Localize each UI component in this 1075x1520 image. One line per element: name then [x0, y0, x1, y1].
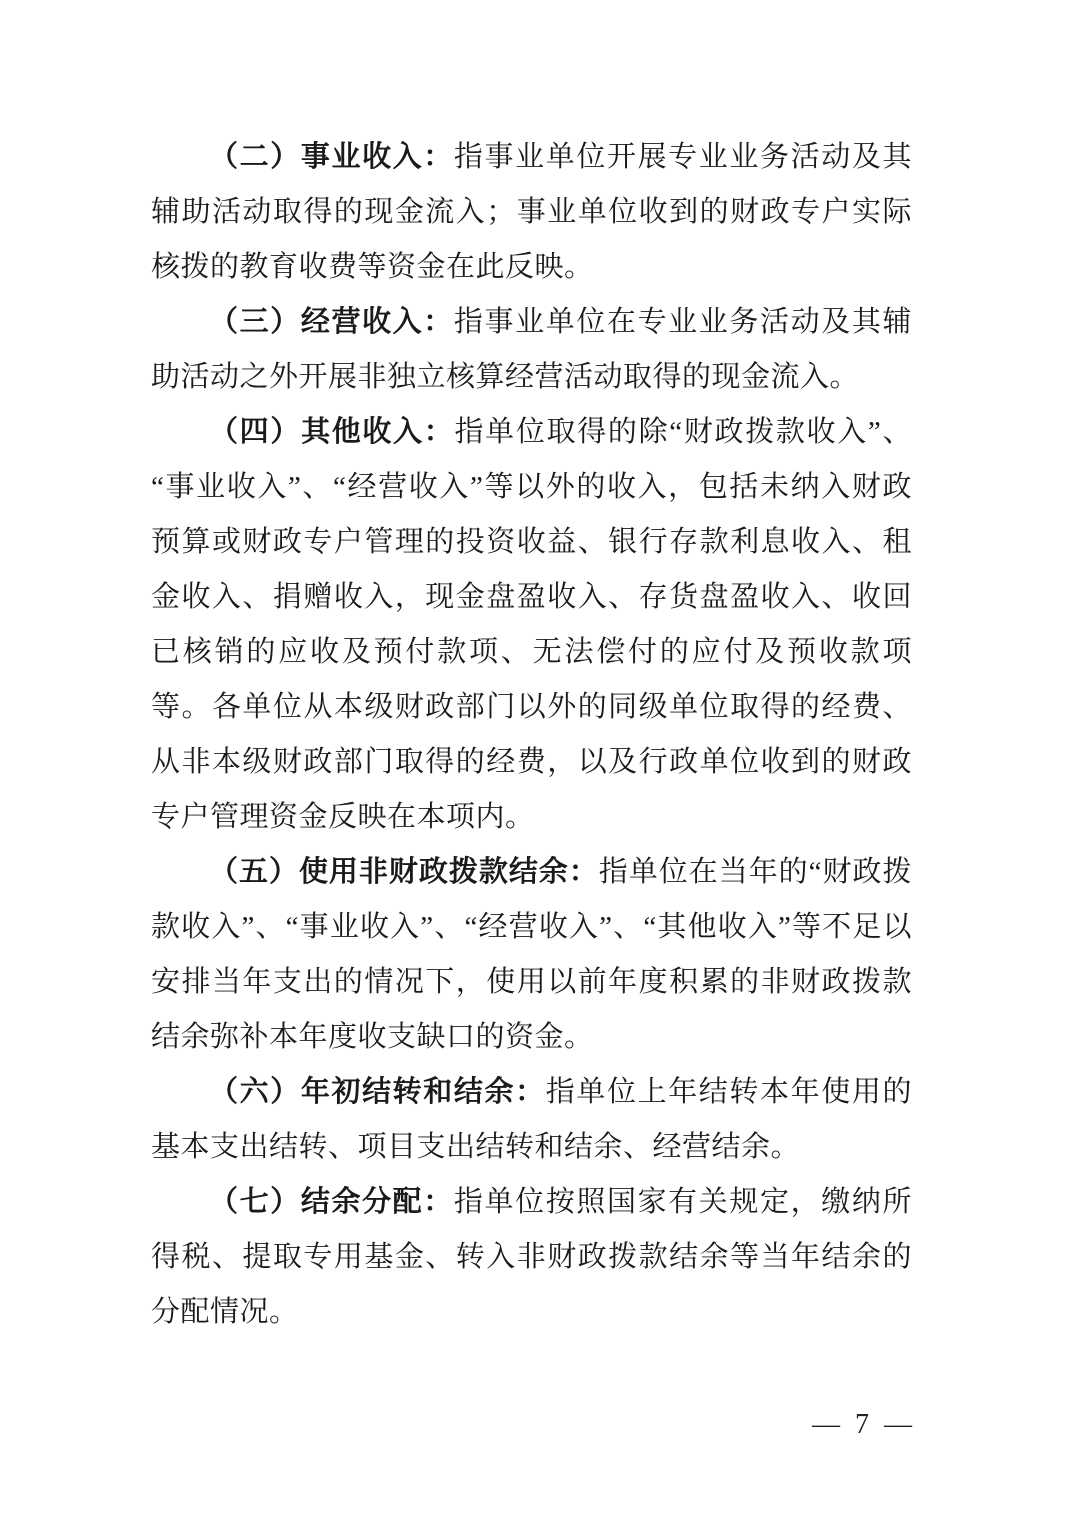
paragraph-body-text: 指事业单位在专业业务活动及其辅助活动之外开展非独立核算经营活动取得的现金流入。: [151, 306, 912, 393]
paragraph-body-text: 指单位上年结转本年使用的基本支出结转、项目支出结转和结余、经营结余。: [151, 1076, 912, 1163]
paragraph-lead: [209, 416, 454, 448]
item-number-marker: （五）: [209, 856, 299, 888]
paragraph-lead: [209, 856, 599, 888]
item-number-marker: （三）: [209, 306, 301, 338]
definition-paragraph: [151, 295, 912, 405]
document-body: [151, 130, 912, 1340]
paragraph-body-text: 指单位在当年的“财政拨款收入”、“事业收入”、“经营收入”、“其他收入”等不足以安排当年支出的情况下，使用以前年度积累的非财政拨款结余弥补本年度收支缺口的资金。: [151, 856, 912, 1053]
definition-paragraph: [151, 405, 912, 845]
term-label: 年初结转和结余：: [300, 1076, 546, 1108]
paragraph-lead: [209, 141, 454, 173]
definition-paragraph: [151, 130, 912, 295]
paragraph-lead: [209, 1076, 546, 1108]
item-number-marker: （六）: [209, 1076, 301, 1108]
definition-paragraph: [151, 1175, 912, 1340]
paragraph-body-text: 指单位取得的除“财政拨款收入”、“事业收入”、“经营收入”等以外的收入，包括未纳入财政预算或财政专户管理的投资收益、银行存款利息收入、租金收入、捐赠收入，现金盘盈收入、存货盘盈收入、收回已核销的应收及预付款项、无法偿付的应付及预收款项等。各单位从本级财政部门以外的同级单位取得的经费、从非本级财政部门取得的经费，以及行政单位收到的财政专户管理资金反映在本项内。: [151, 416, 912, 833]
term-label: 其他收入：: [301, 416, 455, 448]
paragraph-body-text: 指事业单位开展专业业务活动及其辅助活动取得的现金流入；事业单位收到的财政专户实际核拨的教育收费等资金在此反映。: [151, 141, 912, 283]
paragraph-lead: [209, 306, 454, 338]
definition-paragraph: [151, 1065, 912, 1175]
paragraph-body-text: 指单位按照国家有关规定，缴纳所得税、提取专用基金、转入非财政拨款结余等当年结余的分配情况。: [151, 1186, 912, 1328]
item-number-marker: （七）: [209, 1186, 301, 1218]
page-footer: [151, 1400, 912, 1450]
item-number-marker: （二）: [209, 141, 301, 173]
paragraph-lead: [209, 1186, 454, 1218]
page-number: — 7 —: [812, 1409, 912, 1440]
definition-paragraph: [151, 845, 912, 1065]
term-label: 事业收入：: [300, 141, 454, 173]
term-label: 经营收入：: [300, 306, 454, 338]
term-label: 使用非财政拨款结余：: [298, 856, 599, 888]
term-label: 结余分配：: [300, 1186, 454, 1218]
item-number-marker: （四）: [209, 416, 302, 448]
